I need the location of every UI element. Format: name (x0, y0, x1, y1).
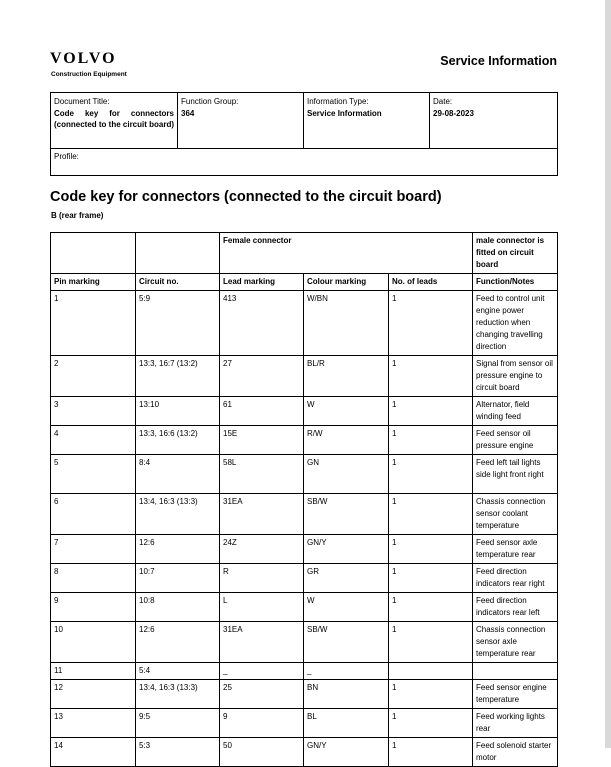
circuit-no-cell: 5:4 (136, 663, 220, 680)
pin-marking-cell: 4 (51, 426, 136, 455)
column-header-lead-marking: Lead marking (220, 274, 304, 291)
circuit-no-cell: 12:6 (136, 622, 220, 663)
no-of-leads-cell: 1 (389, 564, 473, 593)
lead-marking-cell: _ (220, 663, 304, 680)
colour-marking-cell: R/W (304, 426, 389, 455)
pin-marking-cell: 1 (51, 291, 136, 356)
document-title-value: Code key for connectors (connected to the circuit board) (54, 108, 175, 129)
function-notes-cell: Chassis connection sensor axle temperature rear (473, 622, 558, 663)
pin-marking-cell: 9 (51, 593, 136, 622)
information-type-value: Service Information (307, 108, 382, 118)
column-header-no-of-leads: No. of leads (389, 274, 473, 291)
document-metadata-box (50, 92, 558, 176)
no-of-leads-cell: 1 (389, 622, 473, 663)
function-notes-cell: Feed to control unit engine power reduction when changing travelling direction (473, 291, 558, 356)
pin-marking-cell: 6 (51, 494, 136, 535)
colour-marking-cell: BN (304, 680, 389, 709)
pin-marking-cell: 13 (51, 709, 136, 738)
colour-marking-cell: GN/Y (304, 535, 389, 564)
female-connector-header: Female connector (220, 233, 473, 274)
circuit-no-cell: 13:4, 16:3 (13:3) (136, 680, 220, 709)
function-notes-cell: Feed working lights rear (473, 709, 558, 738)
table-group-header-row (51, 233, 558, 274)
circuit-no-cell: 8:4 (136, 455, 220, 494)
colour-marking-cell: GN (304, 455, 389, 494)
colour-marking-cell: BL/R (304, 356, 389, 397)
function-group-label: Function Group: (181, 97, 239, 106)
connector-code-table (50, 232, 558, 767)
table-row (51, 397, 558, 426)
function-notes-cell (473, 663, 558, 680)
table-row (51, 494, 558, 535)
circuit-no-cell: 12:6 (136, 535, 220, 564)
no-of-leads-cell: 1 (389, 535, 473, 564)
table-row (51, 663, 558, 680)
pin-marking-cell: 14 (51, 738, 136, 767)
circuit-no-cell: 13:10 (136, 397, 220, 426)
lead-marking-cell: R (220, 564, 304, 593)
pin-marking-cell: 10 (51, 622, 136, 663)
circuit-no-cell: 10:7 (136, 564, 220, 593)
circuit-no-cell: 13:3, 16:7 (13:2) (136, 356, 220, 397)
date-cell (430, 93, 558, 148)
lead-marking-cell: 27 (220, 356, 304, 397)
function-group-value: 364 (181, 108, 195, 118)
table-row (51, 356, 558, 397)
pin-marking-cell: 5 (51, 455, 136, 494)
table-row (51, 680, 558, 709)
pin-marking-cell: 7 (51, 535, 136, 564)
male-connector-header: male connector is fitted on circuit board (473, 233, 558, 274)
table-row (51, 426, 558, 455)
lead-marking-cell: 31EA (220, 622, 304, 663)
lead-marking-cell: 50 (220, 738, 304, 767)
lead-marking-cell: 15E (220, 426, 304, 455)
pin-marking-cell: 11 (51, 663, 136, 680)
lead-marking-cell: 9 (220, 709, 304, 738)
page-title: Code key for connectors (connected to the circuit board) (50, 189, 442, 205)
function-notes-cell: Feed direction indicators rear right (473, 564, 558, 593)
profile-label: Profile: (51, 148, 557, 164)
logo-subtitle: Construction Equipment (51, 71, 127, 78)
colour-marking-cell: GR (304, 564, 389, 593)
colour-marking-cell: SB/W (304, 494, 389, 535)
colour-marking-cell: W (304, 593, 389, 622)
table-row (51, 535, 558, 564)
colour-marking-cell: _ (304, 663, 389, 680)
circuit-no-cell: 13:3, 16:6 (13:2) (136, 426, 220, 455)
table-row (51, 455, 558, 494)
table-row (51, 738, 558, 767)
circuit-no-cell: 13:4, 16:3 (13:3) (136, 494, 220, 535)
circuit-no-cell: 10:8 (136, 593, 220, 622)
function-notes-cell: Feed direction indicators rear left (473, 593, 558, 622)
table-row (51, 291, 558, 356)
colour-marking-cell: BL (304, 709, 389, 738)
column-header-function-notes: Function/Notes (473, 274, 558, 291)
no-of-leads-cell: 1 (389, 397, 473, 426)
table-row (51, 593, 558, 622)
colour-marking-cell: SB/W (304, 622, 389, 663)
function-group-cell (178, 93, 304, 148)
column-header-colour-marking: Colour marking (304, 274, 389, 291)
no-of-leads-cell: 1 (389, 291, 473, 356)
no-of-leads-cell: 1 (389, 680, 473, 709)
lead-marking-cell: L (220, 593, 304, 622)
document-title-label: Document Title: (54, 97, 110, 106)
circuit-no-cell: 5:3 (136, 738, 220, 767)
column-header-circuit-no: Circuit no. (136, 274, 220, 291)
circuit-no-cell: 5:9 (136, 291, 220, 356)
no-of-leads-cell: 1 (389, 593, 473, 622)
table-row (51, 622, 558, 663)
pin-marking-cell: 12 (51, 680, 136, 709)
function-notes-cell: Feed sensor oil pressure engine (473, 426, 558, 455)
pin-marking-cell: 3 (51, 397, 136, 426)
no-of-leads-cell: 1 (389, 709, 473, 738)
function-notes-cell: Feed sensor engine temperature (473, 680, 558, 709)
function-notes-cell: Chassis connection sensor coolant temperature (473, 494, 558, 535)
no-of-leads-cell: 1 (389, 738, 473, 767)
colour-marking-cell: W (304, 397, 389, 426)
colour-marking-cell: GN/Y (304, 738, 389, 767)
lead-marking-cell: 31EA (220, 494, 304, 535)
lead-marking-cell: 24Z (220, 535, 304, 564)
no-of-leads-cell: 1 (389, 494, 473, 535)
pin-marking-cell: 8 (51, 564, 136, 593)
information-type-label: Information Type: (307, 97, 369, 106)
function-notes-cell: Signal from sensor oil pressure engine to circuit board (473, 356, 558, 397)
lead-marking-cell: 413 (220, 291, 304, 356)
pin-marking-cell: 2 (51, 356, 136, 397)
function-notes-cell: Feed solenoid starter motor (473, 738, 558, 767)
service-information-title: Service Information (440, 54, 557, 68)
function-notes-cell: Alternator, field winding feed (473, 397, 558, 426)
no-of-leads-cell: 1 (389, 455, 473, 494)
colour-marking-cell: W/BN (304, 291, 389, 356)
no-of-leads-cell: 1 (389, 356, 473, 397)
table-row (51, 709, 558, 738)
page-edge (605, 0, 611, 748)
circuit-no-cell: 9:5 (136, 709, 220, 738)
lead-marking-cell: 58L (220, 455, 304, 494)
table-row (51, 564, 558, 593)
no-of-leads-cell (389, 663, 473, 680)
column-header-pin-marking: Pin marking (51, 274, 136, 291)
date-value: 29-08-2023 (433, 108, 474, 118)
lead-marking-cell: 25 (220, 680, 304, 709)
table-column-header-row (51, 274, 558, 291)
function-notes-cell: Feed left tail lights side light front right (473, 455, 558, 494)
volvo-logo: VOLVO (50, 50, 117, 67)
date-label: Date: (433, 97, 453, 106)
information-type-cell (304, 93, 430, 148)
document-title-cell (51, 93, 178, 148)
function-notes-cell: Feed sensor axle temperature rear (473, 535, 558, 564)
no-of-leads-cell: 1 (389, 426, 473, 455)
page-subtitle: B (rear frame) (51, 211, 104, 220)
lead-marking-cell: 61 (220, 397, 304, 426)
